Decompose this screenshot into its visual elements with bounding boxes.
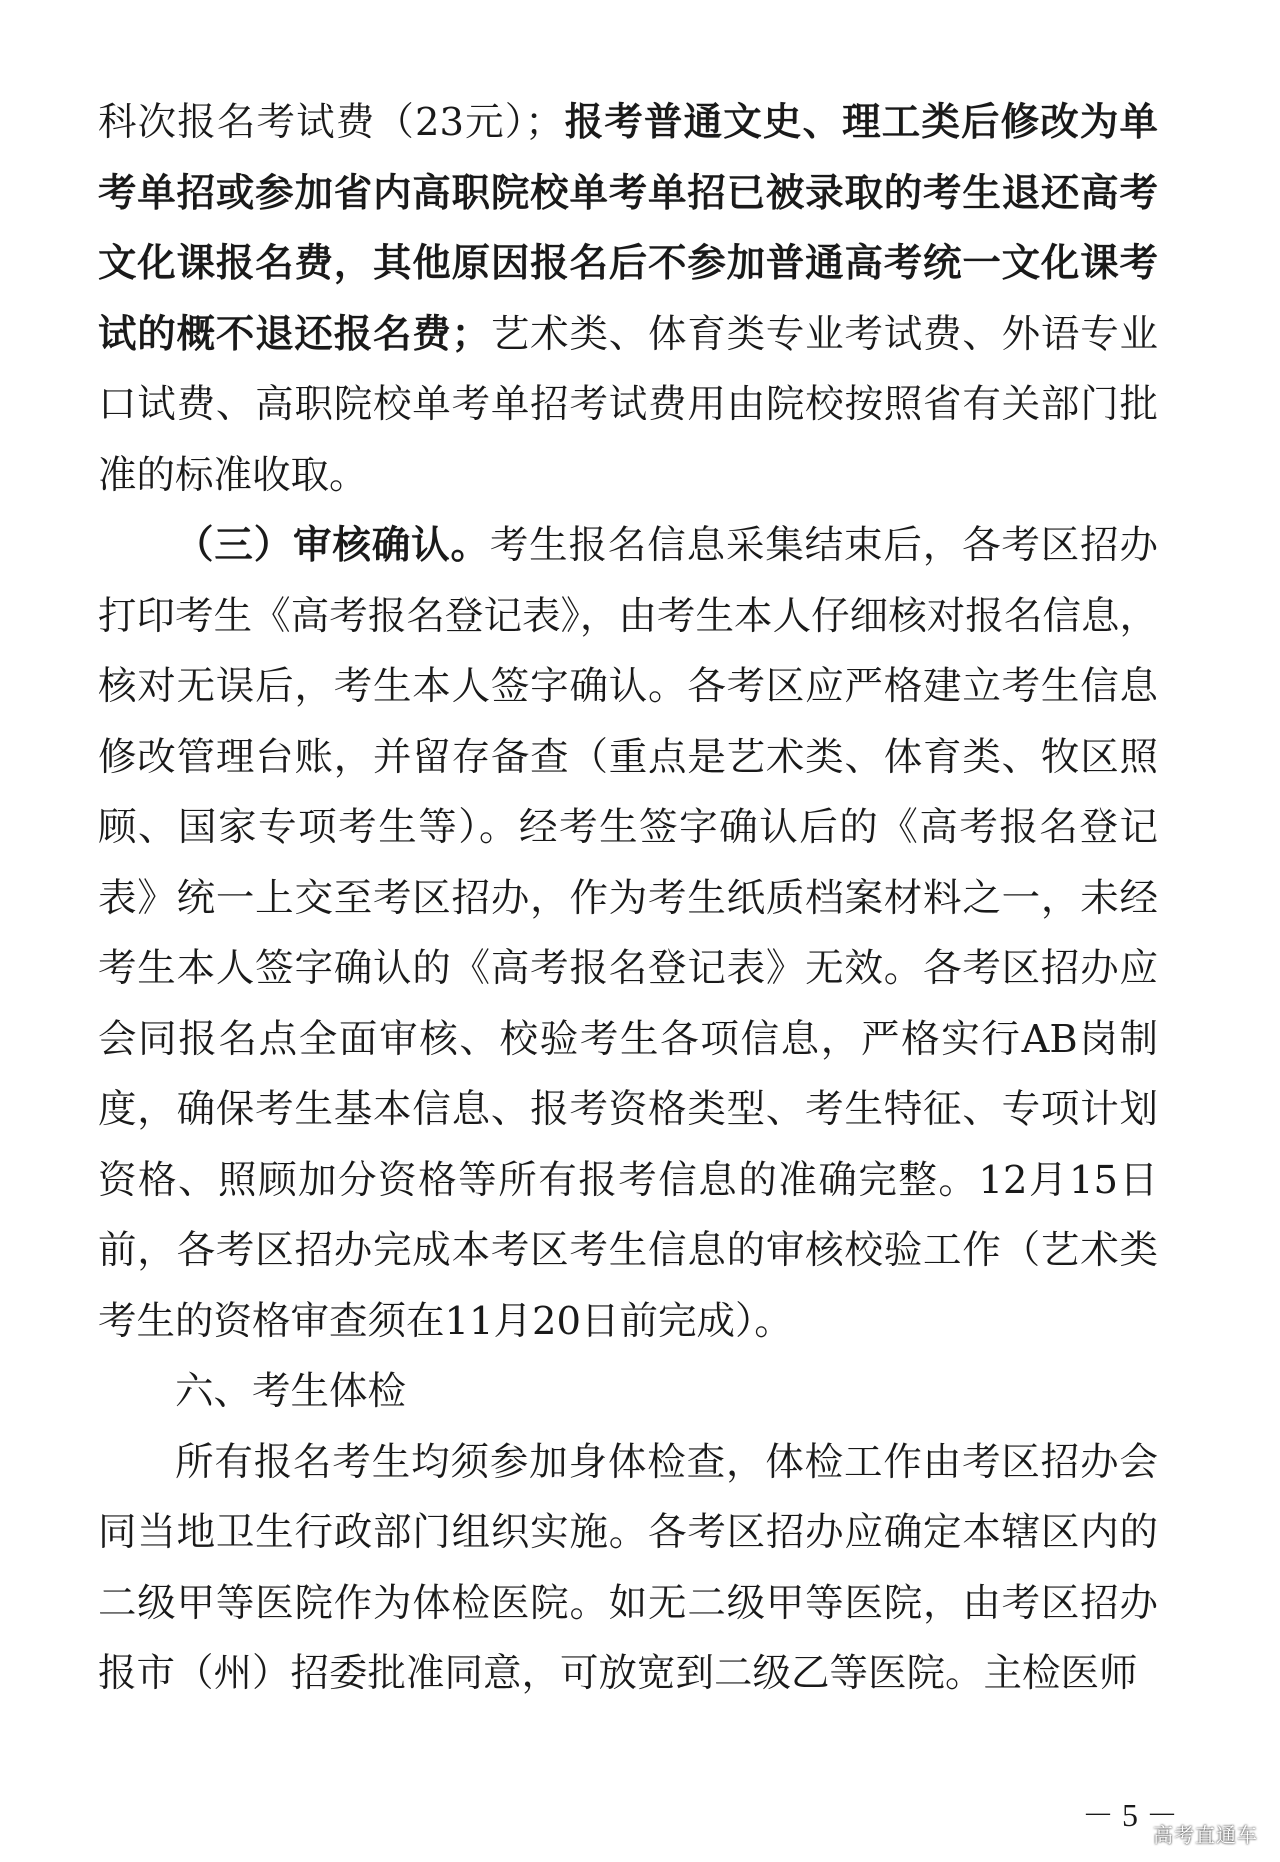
- subsection-title: （三）审核确认。: [175, 523, 490, 568]
- paragraph-physical-exam: 所有报名考生均须参加身体检查，体检工作由考区招办会同当地卫生行政部门组织实施。各考区招办应确定本辖区内的二级甲等医院作为体检医院。如无二级甲等医院，由考区招办报市（州）招委批准同意，可放宽到二级乙等医院。主检医师: [98, 1439, 1158, 1696]
- section-heading: 六、考生体检: [175, 1369, 407, 1414]
- refund-policy-text: 报考普通文史、理工类后修改为单考单招或参加省内高职院校单考单招已被录取的考生退还高考文化课报名费，其他原因报名后不参加普通高考统一文化课考试的概不退还报名费；: [98, 100, 1158, 357]
- page-number: － 5 －: [1081, 1797, 1178, 1833]
- paragraph-review-confirmation: [98, 511, 1158, 1357]
- review-confirmation-text: 考生报名信息采集结束后，各考区招办打印考生《高考报名登记表》，由考生本人仔细核对报名信息，核对无误后，考生本人签字确认。各考区应严格建立考生信息修改管理台账，并留存备查（重点是艺术类、体育类、牧区照顾、国家专项考生等）。经考生签字确认后的《高考报名登记表》统一上交至考区招办，作为考生纸质档案材料之一，未经考生本人签字确认的《高考报名登记表》无效。各考区招办应会同报名点全面审核、校验考生各项信息，严格实行AB岗制度，确保考生基本信息、报考资格类型、考生特征、专项计划资格、照顾加分资格等所有报考信息的准确完整。12月15日前，各考区招办完成本考区考生信息的审核校验工作（艺术类考生的资格审查须在11月20日前完成）。: [98, 523, 1158, 1344]
- special-exam-fee-text: 艺术类、体育类专业考试费、外语专业口试费、高职院校单考单招考试费用由院校按照省有关部门批准的标准收取。: [98, 311, 1158, 498]
- watermark-logo: 高考直通车: [1153, 1823, 1258, 1847]
- fee-text: 科次报名考试费（23元）；: [98, 100, 564, 145]
- document-body: [98, 88, 1158, 1710]
- paragraph-registration-fee: [98, 88, 1158, 511]
